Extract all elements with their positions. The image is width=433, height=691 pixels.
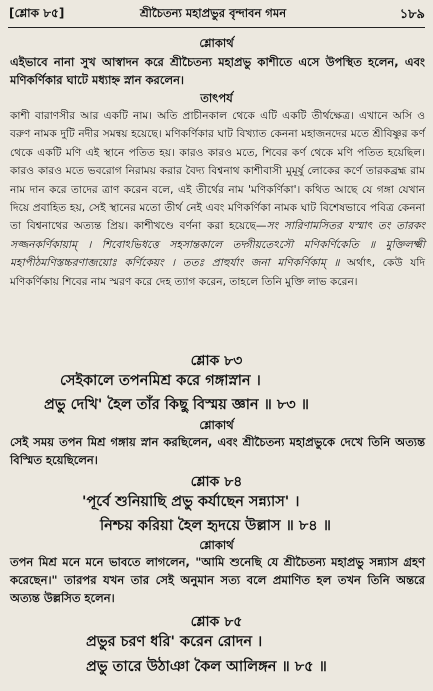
verse-85-line-1: প্রভুর চরণ ধরি' করেন রোদন ।: [86, 634, 263, 650]
verse-83-translation-heading: শ্লোকার্থ: [199, 418, 234, 432]
verse-84-line-2: নিশ্চয় করিয়া হৈল হৃদয়ে উল্লাস ॥ ৮৪ ॥: [100, 518, 331, 534]
header-rule: [8, 27, 425, 28]
purport-sanskrit-quote: সং সারিণামসিতর যস্মাৎ তং তারকং সজ্জনকর্ণিকায়াম্ । শিবোঽভিধত্তে সহসান্তকালে তদ্গীয়তেঽসৌ মণিকর্ণিকেতি ॥ মুক্তিলক্ষ্মী মহাপীঠমণিস্তচ্চরণাব্জয়োঃ কর্ণিকেয়ং । ততঃ প্রাহুর্যাং জনা মণিকর্ণিকাম্ ॥: [10, 220, 425, 270]
purport-text: [10, 107, 425, 291]
verse-83-line-2: প্রভু দেখি' হৈল তাঁর কিছু বিস্ময় জ্ঞান ॥ ৮৩ ॥: [44, 397, 309, 413]
translation-heading: শ্লোকার্থ: [199, 36, 234, 50]
verse-85-number: শ্লোক ৮৫: [190, 614, 243, 630]
verse-83-number: শ্লোক ৮৩: [190, 353, 243, 369]
verse-83-line-1: সেইকালে তপনমিশ্র করে গঙ্গাস্নান ।: [60, 373, 261, 389]
page-number: ১৮৯: [399, 7, 425, 22]
purport-body: কাশী বারাণসীর আর একটি নাম। অতি প্রাচীনকাল থেকে এটি একটি তীর্থক্ষেত্র। এখানে অসি ও বরুণ নামক দুটি নদীর সমন্বয় হয়েছে। মণিকর্ণিকার ঘাট বিখ্যাত কেননা মহাজনদের মতে শ্রীবিষ্ণুর কর্ণ থেকে একটি মণি এই স্থানে পতিত হয়। কারও কারও মতে, শিবের কর্ণ থেকে মণি পতিত হয়েছিল। কারও কারও মতে ভবরোগ নিরাময় করার বৈদ্য বিশ্বনাথ কাশীবাসী মুমূর্ষু লোকের কর্ণে তারকব্রহ্ম রাম নাম দান করে তাদের ত্রাণ করেন বলে, এই তীর্থের নাম 'মণিকর্ণিকা'। কথিত আছে যে গঙ্গা যেখান দিয়ে প্রবাহিত হয়, সেই স্থানের মতো তীর্থ নেই এবং মণিকর্ণিকা নামক ঘাট বিশেষভাবে পবিত্র কেননা তা বিশ্বনাথের অত্যন্ত প্রিয়। কাশীখণ্ডে বর্ণনা করা হয়েছে—: [10, 110, 425, 233]
running-head-title: শ্রীচৈতন্য মহাপ্রভুর বৃন্দাবন গমন: [140, 6, 287, 20]
verse-84-line-1: 'পূর্বে শুনিয়াছি প্রভু কর্যাছেন সন্ন্যাস' ।: [82, 494, 300, 510]
verse-84-number: শ্লোক ৮৪: [190, 474, 243, 490]
verse-83-translation: সেই সময় তপন মিশ্র গঙ্গায় স্নান করছিলেন, এবং শ্রীচৈতন্য মহাপ্রভুকে দেখে তিনি অত্যন্ত বিস্মিত হয়েছিলেন।: [10, 435, 425, 468]
verse-84-translation-heading: শ্লোকার্থ: [199, 538, 234, 552]
verse-85-line-2: প্রভু তারে উঠাঞা কৈল আলিঙ্গন ॥ ৮৫ ॥: [86, 659, 327, 675]
running-head-verse: [শ্লোক ৮৫]: [9, 6, 65, 20]
purport-heading: তাৎপর্য: [200, 91, 233, 105]
verse-84-translation: তপন মিশ্র মনে মনে ভাবতে লাগলেন, "আমি শুনেছি যে শ্রীচৈতন্য মহাপ্রভু সন্ন্যাস গ্রহণ করেছেন।" তারপর যখন তার সেই অনুমান সত্য বলে প্রমাণিত হল তখন তিনি অন্তরে অত্যন্ত উল্লসিত হলেন।: [10, 555, 425, 606]
purport-conclusion: অর্থাৎ, কেউ যদি মণিকর্ণিকায় শিবের নাম স্মরণ করে দেহ ত্যাগ করেন, তাহলে তিনি মুক্তি লাভ করেন।: [10, 257, 426, 288]
translation-text: এইভাবে নানা সুখ আস্বাদন করে শ্রীচৈতন্য মহাপ্রভু কাশীতে এসে উপস্থিত হলেন, এবং মণিকর্ণিকার ঘাটে মধ্যাহ্ন স্নান করলেন।: [10, 55, 425, 88]
